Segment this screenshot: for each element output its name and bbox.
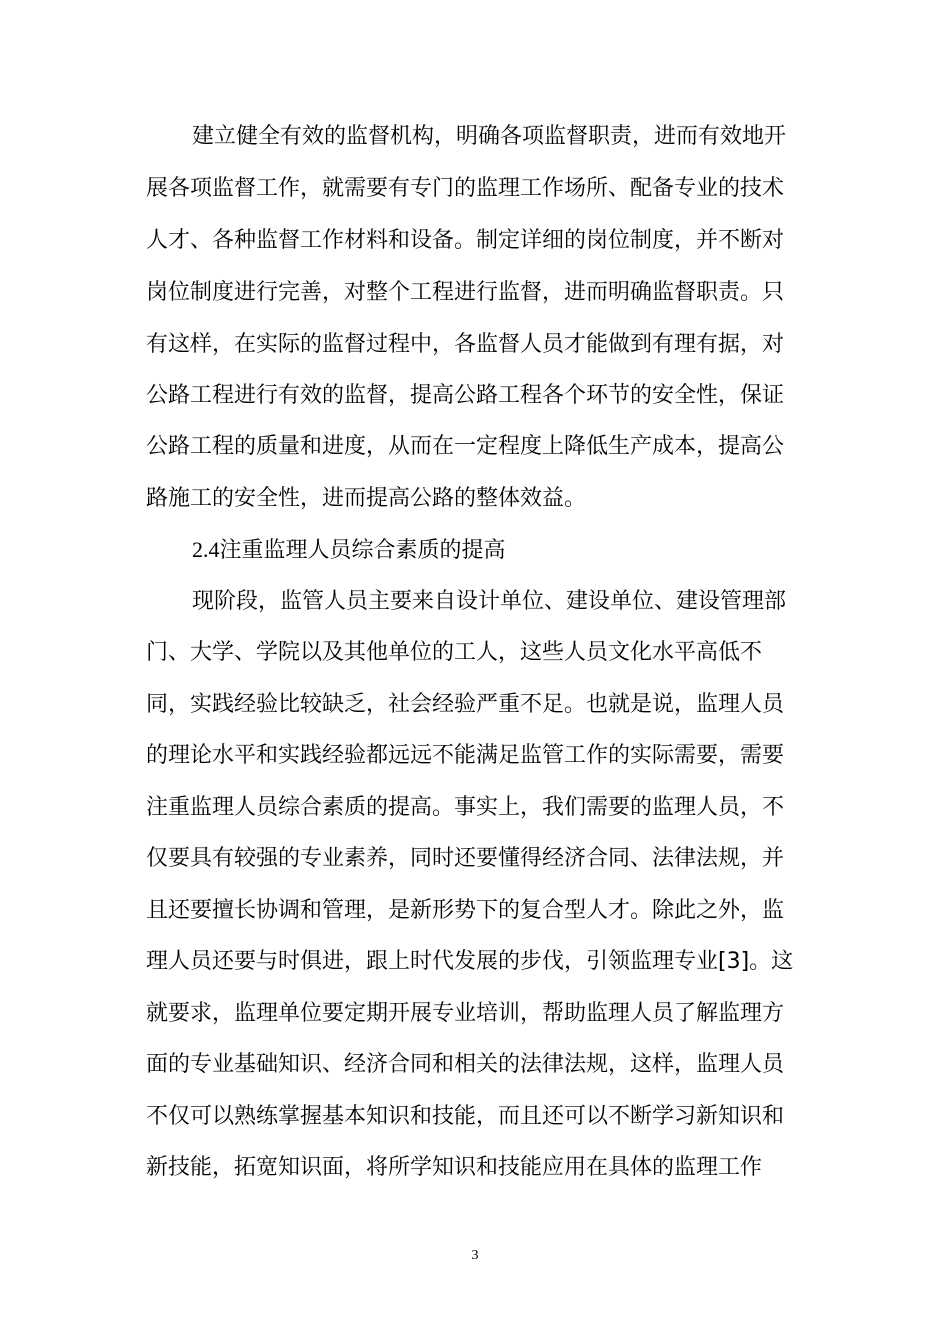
text-line: 展各项监督工作，就需要有专门的监理工作场所、配备专业的技术 [146,176,785,201]
text-line: 同，实践经验比较缺乏，社会经验严重不足。也就是说，监理人员 [146,692,785,717]
text-line: 且还要擅长协调和管理，是新形势下的复合型人才。除此之外，监 [146,898,785,923]
text-line: 建立健全有效的监督机构，明确各项监督职责，进而有效地开 [192,124,787,149]
text-line: 理人员还要与时俱进，跟上时代发展的步伐，引领监理专业[3]。这 [146,949,794,974]
text-line: 新技能，拓宽知识面，将所学知识和技能应用在具体的监理工作 [146,1155,763,1180]
section-heading [192,535,506,566]
section-number: 2.4 [192,537,220,562]
text-line: 的理论水平和实践经验都远远不能满足监管工作的实际需要，需要 [146,743,785,768]
text-line: 公路工程进行有效的监督，提高公路工程各个环节的安全性，保证 [146,383,785,408]
text-line: 仅要具有较强的专业素养，同时还要懂得经济合同、法律法规，并 [146,846,785,871]
text-line: 路施工的安全性，进而提高公路的整体效益。 [146,486,587,511]
page-number: 3 [471,1248,479,1263]
text-line: 注重监理人员综合素质的提高。事实上，我们需要的监理人员，不 [146,795,785,820]
text-line: 公路工程的质量和进度，从而在一定程度上降低生产成本，提高公 [146,434,785,459]
section-title: 注重监理人员综合素质的提高 [219,538,506,563]
text-line: 面的专业基础知识、经济合同和相关的法律法规，这样，监理人员 [146,1052,785,1077]
text-line: 有这样，在实际的监督过程中，各监督人员才能做到有理有据，对 [146,332,785,357]
text-line: 就要求，监理单位要定期开展专业培训，帮助监理人员了解监理方 [146,1001,785,1026]
text-line: 人才、各种监督工作材料和设备。制定详细的岗位制度，并不断对 [146,228,785,253]
text-line: 岗位制度进行完善，对整个工程进行监督，进而明确监督职责。只 [146,280,785,305]
text-line: 不仅可以熟练掌握基本知识和技能，而且还可以不断学习新知识和 [146,1104,785,1129]
text-line: 门、大学、学院以及其他单位的工人，这些人员文化水平高低不 [146,640,763,665]
text-line: 现阶段，监管人员主要来自设计单位、建设单位、建设管理部 [192,589,787,614]
